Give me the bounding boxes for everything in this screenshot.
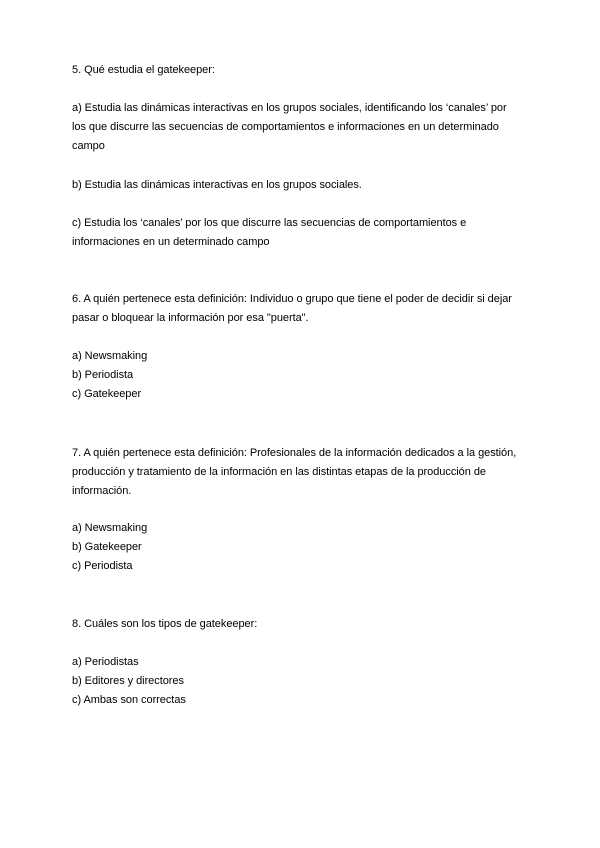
option-line: b) Estudia las dinámicas interactivas en los grupos sociales. [72,179,362,191]
option-5b [72,176,534,195]
options-6 [72,347,534,404]
question-title: producción y tratamiento de la información en las distintas etapas de la producción de [72,466,486,478]
option-7a: a) Newsmaking [72,522,148,534]
option-7c: c) Periodista [72,560,133,572]
options-8 [72,653,534,710]
option-6c: c) Gatekeeper [72,388,142,400]
question-title: información. [72,485,132,497]
option-6b: b) Periodista [72,369,134,381]
question-block-6 [72,290,534,328]
option-6a: a) Newsmaking [72,350,148,362]
question-block-5 [72,61,534,80]
question-block-8 [72,615,534,634]
option-5a [72,99,534,156]
option-line: c) Estudia los ‘canales’ por los que discurre las secuencias de comportamientos e [72,217,467,229]
question-title: 6. A quién pertenece esta definición: Individuo o grupo que tiene el poder de decidir si dejar [72,293,512,305]
option-line: los que discurre las secuencias de comportamientos e informaciones en un determinado [72,121,499,133]
option-8c: c) Ambas son correctas [72,694,186,706]
option-7b: b) Gatekeeper [72,541,142,553]
question-title: 8. Cuáles son los tipos de gatekeeper: [72,618,258,630]
option-5c [72,214,534,252]
option-8a: a) Periodistas [72,656,139,668]
option-line: campo [72,140,105,152]
option-line: a) Estudia las dinámicas interactivas en los grupos sociales, identificando los ‘canales’ por [72,102,507,114]
option-line: informaciones en un determinado campo [72,236,270,248]
question-block-7 [72,444,534,501]
question-title: 7. A quién pertenece esta definición: Profesionales de la información dedicados a la gestión, [72,447,517,459]
options-7 [72,519,534,576]
question-title: pasar o bloquear la información por esa "puerta". [72,312,309,324]
option-8b: b) Editores y directores [72,675,184,687]
question-title: 5. Qué estudia el gatekeeper: [72,64,215,76]
